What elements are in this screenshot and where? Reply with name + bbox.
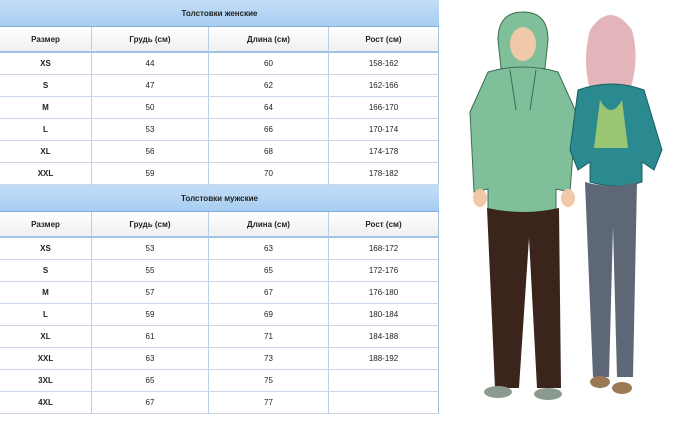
size-cell: S [0, 75, 92, 97]
size-cell: XL [0, 326, 92, 348]
men-header-length: Длина (см) [209, 212, 329, 238]
length-cell: 66 [209, 119, 329, 141]
table-row [0, 75, 439, 97]
women-header-length: Длина (см) [209, 27, 329, 53]
women-header-height: Рост (см) [329, 27, 439, 53]
length-cell: 75 [209, 370, 329, 392]
size-cell: XXL [0, 348, 92, 370]
size-cell: M [0, 282, 92, 304]
length-cell: 73 [209, 348, 329, 370]
chest-cell: 53 [92, 119, 209, 141]
height-cell: 166-170 [329, 97, 439, 119]
size-cell: M [0, 97, 92, 119]
length-cell: 69 [209, 304, 329, 326]
table-row [0, 304, 439, 326]
size-cell: 3XL [0, 370, 92, 392]
size-cell: S [0, 260, 92, 282]
size-cell: L [0, 304, 92, 326]
size-cell: XS [0, 53, 92, 75]
chest-cell: 53 [92, 238, 209, 260]
table-row [0, 53, 439, 75]
women-header-size: Размер [0, 27, 92, 53]
table-row [0, 282, 439, 304]
table-row [0, 370, 439, 392]
women-table-title: Толстовки женские [0, 0, 439, 27]
length-cell: 67 [209, 282, 329, 304]
men-header-height: Рост (см) [329, 212, 439, 238]
chest-cell: 67 [92, 392, 209, 414]
chest-cell: 47 [92, 75, 209, 97]
height-cell: 178-182 [329, 163, 439, 185]
man-figure [470, 12, 576, 400]
chest-cell: 65 [92, 370, 209, 392]
table-row [0, 348, 439, 370]
table-row [0, 260, 439, 282]
men-header-size: Размер [0, 212, 92, 238]
chest-cell: 56 [92, 141, 209, 163]
table-row [0, 326, 439, 348]
length-cell: 63 [209, 238, 329, 260]
length-cell: 65 [209, 260, 329, 282]
height-cell: 188-192 [329, 348, 439, 370]
height-cell [329, 392, 439, 414]
table-row [0, 141, 439, 163]
chest-cell: 44 [92, 53, 209, 75]
chest-cell: 55 [92, 260, 209, 282]
length-cell: 71 [209, 326, 329, 348]
table-row [0, 392, 439, 414]
height-cell: 184-188 [329, 326, 439, 348]
length-cell: 68 [209, 141, 329, 163]
chest-cell: 61 [92, 326, 209, 348]
table-row [0, 119, 439, 141]
length-cell: 60 [209, 53, 329, 75]
chest-cell: 59 [92, 304, 209, 326]
men-table-title: Толстовки мужские [0, 185, 439, 212]
size-cell: XS [0, 238, 92, 260]
length-cell: 64 [209, 97, 329, 119]
length-cell: 62 [209, 75, 329, 97]
woman-figure [570, 15, 662, 394]
size-cell: XXL [0, 163, 92, 185]
height-cell: 172-176 [329, 260, 439, 282]
height-cell: 168-172 [329, 238, 439, 260]
height-cell: 170-174 [329, 119, 439, 141]
table-row [0, 163, 439, 185]
women-size-table [0, 0, 439, 185]
height-cell [329, 370, 439, 392]
chest-cell: 59 [92, 163, 209, 185]
table-row [0, 238, 439, 260]
women-header-chest: Грудь (см) [92, 27, 209, 53]
height-cell: 180-184 [329, 304, 439, 326]
table-row [0, 97, 439, 119]
height-cell: 176-180 [329, 282, 439, 304]
height-cell: 158-162 [329, 53, 439, 75]
men-header-chest: Грудь (см) [92, 212, 209, 238]
size-cell: L [0, 119, 92, 141]
height-cell: 174-178 [329, 141, 439, 163]
chest-cell: 57 [92, 282, 209, 304]
length-cell: 70 [209, 163, 329, 185]
chest-cell: 50 [92, 97, 209, 119]
length-cell: 77 [209, 392, 329, 414]
size-cell: 4XL [0, 392, 92, 414]
hoodie-models-illustration [440, 0, 680, 418]
men-size-table [0, 185, 439, 414]
size-cell: XL [0, 141, 92, 163]
height-cell: 162-166 [329, 75, 439, 97]
chest-cell: 63 [92, 348, 209, 370]
